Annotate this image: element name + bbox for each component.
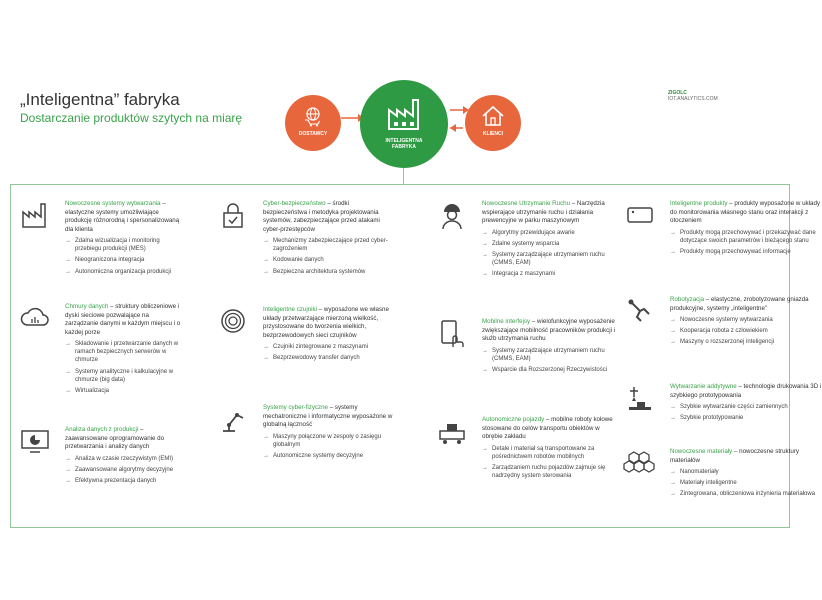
bullet-item: → Autonomiczne systemy decyzyjne — [263, 452, 393, 460]
bullet-item: → Integracja z maszynami — [482, 270, 620, 278]
bullet-item: → Systemy zarządzające utrzymaniem ruchu (CMMS, EAM) — [482, 347, 620, 363]
bullet-item: → Kooperacja robota z człowiekiem — [670, 327, 822, 335]
bullet-item: → Zdalne systemy wsparcia — [482, 240, 620, 248]
capability-description — [263, 306, 393, 340]
capability-text — [482, 416, 620, 480]
capability-description — [263, 404, 393, 430]
capability-bullets — [263, 433, 393, 461]
capability-description — [263, 200, 393, 234]
page-title: „Inteligentna” fabryka — [20, 90, 180, 109]
capability-bullets — [263, 343, 393, 362]
suppliers-circle — [285, 95, 341, 151]
bullet-item: → Bezpieczna architektura systemów — [263, 268, 393, 276]
capability-text — [670, 448, 822, 499]
capability-title: Chmury danych — [65, 303, 109, 310]
tablet-touch-icon — [437, 318, 467, 348]
capability-title: Nowoczesne materiały — [670, 448, 733, 455]
capability-title: Cyber-bezpieczeństwo — [263, 200, 326, 207]
brand-name: ZIGOLC — [668, 90, 687, 96]
bullet-item: → Mechanizmy zabezpieczające przed cyber-zagrożeniem — [263, 237, 393, 253]
capability-summary: – elastyczne, zrobotyzowane gniazda produkcyjne, systemy „inteligentne” — [670, 296, 809, 312]
bullet-item: → Zintegrowana, obliczeniowa inżynieria materiałowa — [670, 490, 822, 498]
factory-icon — [386, 96, 422, 132]
bullet-item: → Detale i materiał są transportowane za pośrednictwem robotów mobilnych — [482, 445, 620, 461]
bullet-item: → Maszyny o rozszerzonej inteligencji — [670, 338, 822, 346]
bullet-item: → Zaawansowane algorytmy decyzyjne — [65, 466, 183, 474]
capability-bullets — [482, 347, 620, 375]
bullet-item: → Składowanie i przetwarzanie danych w ramach bezpiecznych serwerów w chmurze — [65, 340, 183, 365]
factory-label: INTELIGENTNA FABRYKA — [385, 138, 423, 150]
capability-description — [482, 416, 620, 442]
capability-bullets — [482, 229, 620, 279]
cloud-icon — [20, 303, 50, 333]
capability-bullets — [670, 468, 822, 499]
capability-description — [670, 448, 822, 465]
bullet-item: → Nieograniczona integracja — [65, 256, 183, 264]
capability-bullets — [670, 316, 822, 347]
capability-title: Wytwarzanie addytywne — [670, 383, 737, 390]
worker-icon — [437, 200, 467, 230]
bullet-item: → Wirtualizacja — [65, 387, 183, 395]
capability-text — [670, 200, 822, 256]
frame-connector — [403, 168, 404, 184]
bullet-item: → Zarządzaniem ruchu pojazdów zajmuje się nadrzędny system sterowania — [482, 464, 620, 480]
capability-text — [263, 404, 393, 460]
bullet-item: → Czujniki zintegrowane z maszynami — [263, 343, 393, 351]
bullet-item: → Produkty mogą przechowywać i przekazywać dane dotyczące swoich parametrów i bieżącego stanu — [670, 229, 822, 245]
capability-text — [263, 306, 393, 362]
capability-summary: – środki bezpieczeństwa i metodyka projektowania systemów, zabezpieczające przed atakami cyber-przestępców — [263, 200, 380, 233]
capability-summary: – wyposażone we własne układy przetwarzające mierzoną wielkość, przystosowane do tworzenia wielkich, bezprzewodowych sieci czujników — [263, 306, 389, 339]
capability-title: Nowoczesne Utrzymanie Ruchu — [482, 200, 571, 207]
capability-title: Mobilne interfejsy — [482, 318, 531, 325]
capability-text — [670, 383, 822, 422]
bullet-item: → Systemy analityczne i kalkulacyjne w chmurze (big data) — [65, 368, 183, 384]
arrow-head — [450, 124, 456, 132]
capability-summary: – systemy mechatroniczne i informatyczne wyposażone w globalną łączność — [263, 404, 393, 428]
3d-printer-icon — [625, 383, 655, 413]
capability-text — [482, 318, 620, 374]
clients-circle — [465, 95, 521, 151]
bullet-item: → Nanomateriały — [670, 468, 822, 476]
bullet-item: → Systemy zarządzające utrzymaniem ruchu (CMMS, EAM) — [482, 251, 620, 267]
bullet-item: → Kodowanie danych — [263, 256, 393, 264]
capability-description — [65, 426, 183, 452]
capability-bullets — [670, 229, 822, 257]
capability-description — [670, 200, 822, 226]
bullet-item: → Maszyny połączone w zespoły o zasięgu globalnym — [263, 433, 393, 449]
brand-url: IOT.ANALYTICS.COM — [668, 96, 718, 102]
capability-title: Systemy cyber-fizyczne — [263, 404, 328, 411]
capability-title: Analiza danych z produkcji — [65, 426, 139, 433]
bullet-item: → Materiały inteligentne — [670, 479, 822, 487]
capability-bullets — [482, 445, 620, 481]
capability-summary: – elastyczne systemy umożliwiające produkcję różnorodną i spersonalizowaną dla klienta — [65, 200, 180, 233]
capability-description — [65, 200, 183, 234]
house-icon — [481, 104, 505, 128]
capability-description — [482, 200, 620, 226]
capability-summary: – mobilne roboty kołowe stosowane do celów transportu obiektów w obrębie zakładu — [482, 416, 613, 440]
gripper-icon — [625, 296, 655, 326]
capability-title: Robotyzacja — [670, 296, 705, 303]
page-subtitle: Dostarczanie produktów szytych na miarę — [20, 111, 243, 125]
lock-icon — [218, 200, 248, 230]
capability-text — [65, 200, 183, 276]
bullet-item: → Szybkie prototypowanie — [670, 414, 822, 422]
bullet-item: → Autonomiczna organizacja produkcji — [65, 268, 183, 276]
bullet-item: → Zdalna wizualizacja i monitoring przebiegu produkcji (MES) — [65, 237, 183, 253]
globe-cart-icon — [302, 105, 324, 127]
capability-summary: – zaawansowane oprogramowanie do przetwarzania i analizy danych — [65, 426, 165, 450]
capability-summary: – Narzędzia wspierające utrzymanie ruchu i działania prewencyjne w parku maszynowym — [482, 200, 605, 224]
capability-description — [482, 318, 620, 344]
capability-text — [482, 200, 620, 279]
capability-summary: – wielofunkcyjne wyposażenie zwiększające mobilność pracowników produkcji i służb utrzymania ruchu — [482, 318, 616, 342]
sensor-icon — [218, 306, 248, 336]
hexagon-material-icon — [625, 448, 655, 478]
capability-bullets — [670, 403, 822, 422]
clients-label: KLIENCI — [483, 131, 503, 137]
capability-title: Inteligentne produkty — [670, 200, 728, 207]
capability-text — [670, 296, 822, 347]
capability-bullets — [65, 340, 183, 395]
capability-summary: – nowoczesne struktury materiałów — [670, 448, 799, 464]
capability-description — [670, 383, 822, 400]
suppliers-label: DOSTAWCY — [298, 131, 328, 137]
capability-description — [65, 303, 183, 337]
capability-description — [670, 296, 822, 313]
factory-icon — [20, 200, 50, 230]
capability-bullets — [65, 455, 183, 486]
bullet-item: → Nowoczesne systemy wytwarzania — [670, 316, 822, 324]
capability-summary: – produkty wyposażone w układy do monitorowania własnego stanu oraz interakcji z otoczeniem — [670, 200, 820, 224]
capability-text — [65, 303, 183, 395]
capability-text — [65, 426, 183, 485]
bullet-item: → Efektywna prezentacja danych — [65, 477, 183, 485]
factory-circle — [360, 80, 448, 168]
capability-bullets — [65, 237, 183, 276]
agv-icon — [437, 416, 467, 446]
bullet-item: → Wsparcie dla Rozszerzonej Rzeczywistości — [482, 366, 620, 374]
capability-summary: – technologie drukowania 3D i szybkiego prototypowania — [670, 383, 822, 399]
monitor-chart-icon — [20, 426, 50, 456]
robot-arm-icon — [218, 404, 248, 434]
capability-title: Nowoczesne systemy wytwarzania — [65, 200, 161, 207]
capability-text — [263, 200, 393, 276]
bullet-item: → Analiza w czasie rzeczywistym (EMI) — [65, 455, 183, 463]
capability-title: Autonomiczne pojazdy — [482, 416, 545, 423]
capability-bullets — [263, 237, 393, 276]
capability-title: Inteligentne czujniki — [263, 306, 318, 313]
bullet-item: → Bezprzewodowy transfer danych — [263, 354, 393, 362]
capability-summary: – struktury obliczeniowe i dyski sieciowe pozwalające na zarządzanie danymi w każdym miejscu i o każdej porze — [65, 303, 181, 336]
bullet-item: → Szybkie wytwarzanie części zamiennych — [670, 403, 822, 411]
bullet-item: → Algorytmy przewidujące awarie — [482, 229, 620, 237]
smart-device-icon — [625, 200, 655, 230]
bullet-item: → Produkty mogą przechowywać informacje — [670, 248, 822, 256]
